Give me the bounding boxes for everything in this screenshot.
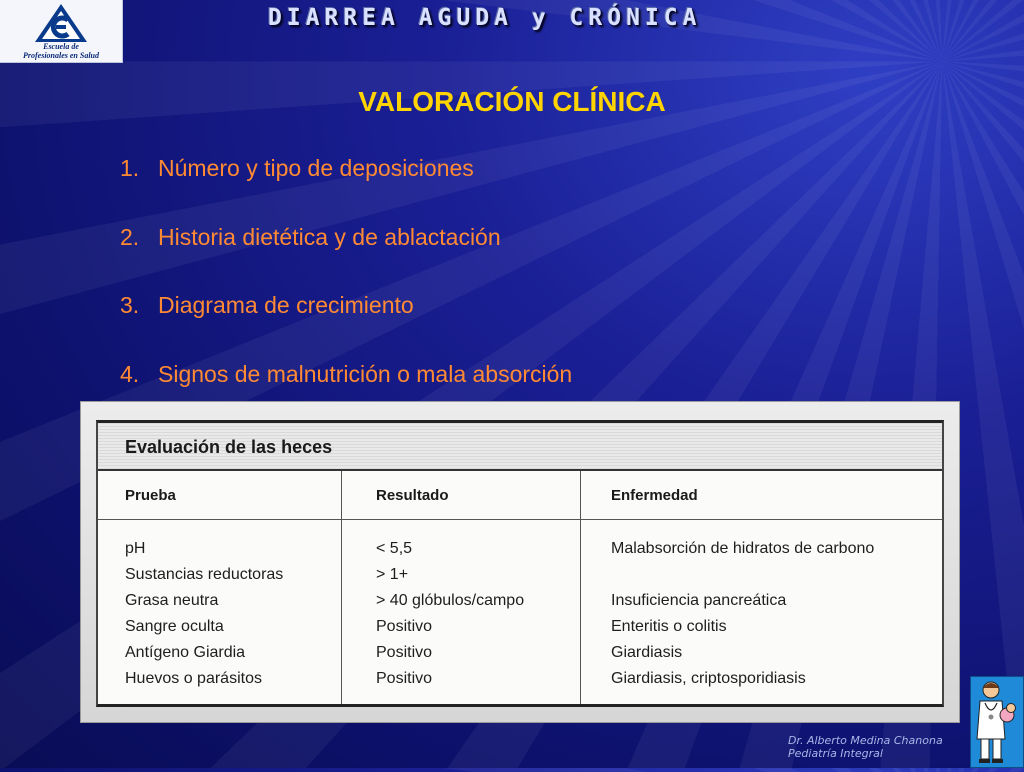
author-role: Pediatría Integral: [788, 747, 883, 760]
column-divider: [341, 471, 342, 704]
list-item-number: 2.: [120, 223, 140, 250]
table-cell: Positivo: [376, 644, 433, 661]
doctor-clipart: [970, 676, 1024, 768]
list-item-text: Signos de malnutrición o mala absorción: [158, 360, 573, 387]
column-divider: [580, 471, 581, 704]
list-item: [120, 224, 572, 293]
list-item: [120, 292, 572, 361]
table-cell: Grasa neutra: [125, 592, 219, 609]
slide-main-title: DIARREA AGUDA y CRÓNICA: [268, 5, 702, 31]
list-item-text: Diagrama de crecimiento: [158, 292, 414, 318]
table-cell: > 1+: [376, 566, 409, 583]
logo-line-2: Profesionales en Salud: [22, 51, 99, 60]
table-cell: Positivo: [376, 670, 433, 687]
school-logo: [0, 0, 123, 63]
column-header-enfermedad: Enfermedad: [611, 487, 698, 504]
list-item-text: Historia dietética y de ablactación: [158, 223, 501, 250]
doctor-with-baby-icon: [971, 677, 1023, 767]
table-cell: Insuficiencia pancreática: [611, 592, 787, 609]
list-item-number: 1.: [120, 155, 140, 181]
section-title: VALORACIÓN CLÍNICA: [358, 86, 666, 117]
table-cell: < 5,5: [376, 540, 413, 557]
header-divider: [98, 519, 942, 520]
column-header-prueba: Prueba: [125, 487, 176, 504]
author-name: Dr. Alberto Medina Chanona: [788, 734, 943, 747]
table-title-bar: [98, 423, 942, 471]
stool-evaluation-image: [80, 401, 960, 723]
table-cell: > 40 glóbulos/campo: [376, 592, 525, 609]
column-header-resultado: Resultado: [376, 487, 449, 504]
list-item: [120, 155, 572, 224]
table-cell: Antígeno Giardia: [125, 644, 246, 661]
table-cell: Giardiasis: [611, 644, 683, 661]
stool-evaluation-table: [96, 420, 944, 707]
table-cell: pH: [125, 540, 146, 557]
table-cell: Sangre oculta: [125, 618, 224, 635]
list-item-number: 3.: [120, 292, 140, 318]
table-cell: Positivo: [376, 618, 433, 635]
table-cell: Malabsorción de hidratos de carbono: [611, 540, 875, 557]
table-title: Evaluación de las heces: [125, 437, 333, 457]
author-credit: [788, 734, 943, 760]
table-cell: Giardiasis, criptosporidiasis: [611, 670, 806, 687]
table-cell: Huevos o parásitos: [125, 670, 262, 687]
table-cell: Sustancias reductoras: [125, 566, 284, 583]
assessment-list: [120, 155, 572, 429]
logo-line-1: Escuela de: [43, 42, 79, 51]
list-item-text: Número y tipo de deposiciones: [158, 155, 474, 181]
table-cell: Enteritis o colitis: [611, 618, 727, 635]
list-item-number: 4.: [120, 360, 140, 387]
school-logo-text: [0, 42, 122, 60]
school-logo-icon: [32, 2, 90, 44]
